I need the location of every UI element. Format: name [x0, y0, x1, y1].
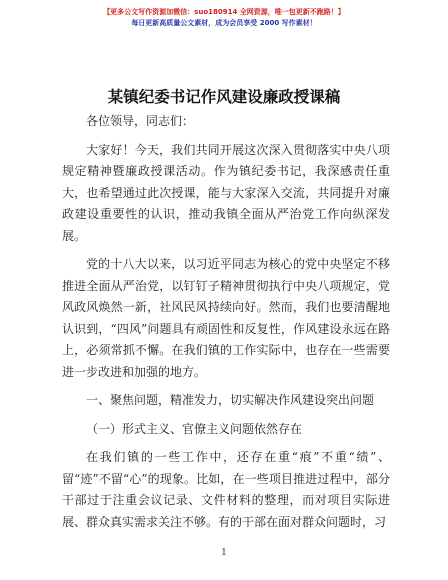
subsection-heading-1: （一）形式主义、官僚主义问题依然存在: [86, 421, 303, 436]
section-heading-1: 一、聚焦问题，精准发力，切实解决作风建设突出问题: [86, 393, 375, 407]
page-number: 1: [221, 548, 227, 558]
document-body: [62, 108, 390, 540]
document-title: 某镇纪委书记作风建设廉政授课稿: [107, 87, 341, 106]
promo-banner-line2: 每日更新高质量公文素材，成为会员享受 2000 写作素材！: [131, 19, 317, 27]
salutation: 各位领导，同志们：: [86, 114, 195, 128]
paragraph-background: 党的十八大以来，以习近平同志为核心的党中央坚定不移推进全面从严治党，以钉钉子精神贯彻执行中央八项规定，党风政风焕然一新，社风民风持续向好。然而，我们也要清醒地认识到，“四风”问题具有顽固性和反复性，作风建设永远在路上，必须常抓不懈。在我们镇的工作实际中，也存在一些需要进一步改进和加强的地方。: [62, 257, 390, 379]
paragraph-opening: 大家好！今天，我们共同开展这次深入贯彻落实中央八项规定精神暨廉政授课活动。作为镇纪委书记，我深感责任重大，也希望通过此次授课，能与大家深入交流，共同提升对廉政建设重要性的认识，推动我镇全面从严治党工作向纵深发展。: [62, 142, 390, 243]
promo-banner-line1: 【更多公文写作资源加微信：suo180914 全网资源，唯一包更新不跑路！】: [103, 8, 345, 16]
paragraph-problem-detail: 在我们镇的一些工作中，还存在重“痕”不重“绩”、留“迹”不留“心”的现象。比如，在一些项目推进过程中，部分干部过于注重会议记录、文件材料的整理，而对项目实际进展、群众真实需求关注不够。有的干部在面对群众问题时，习: [62, 450, 390, 529]
